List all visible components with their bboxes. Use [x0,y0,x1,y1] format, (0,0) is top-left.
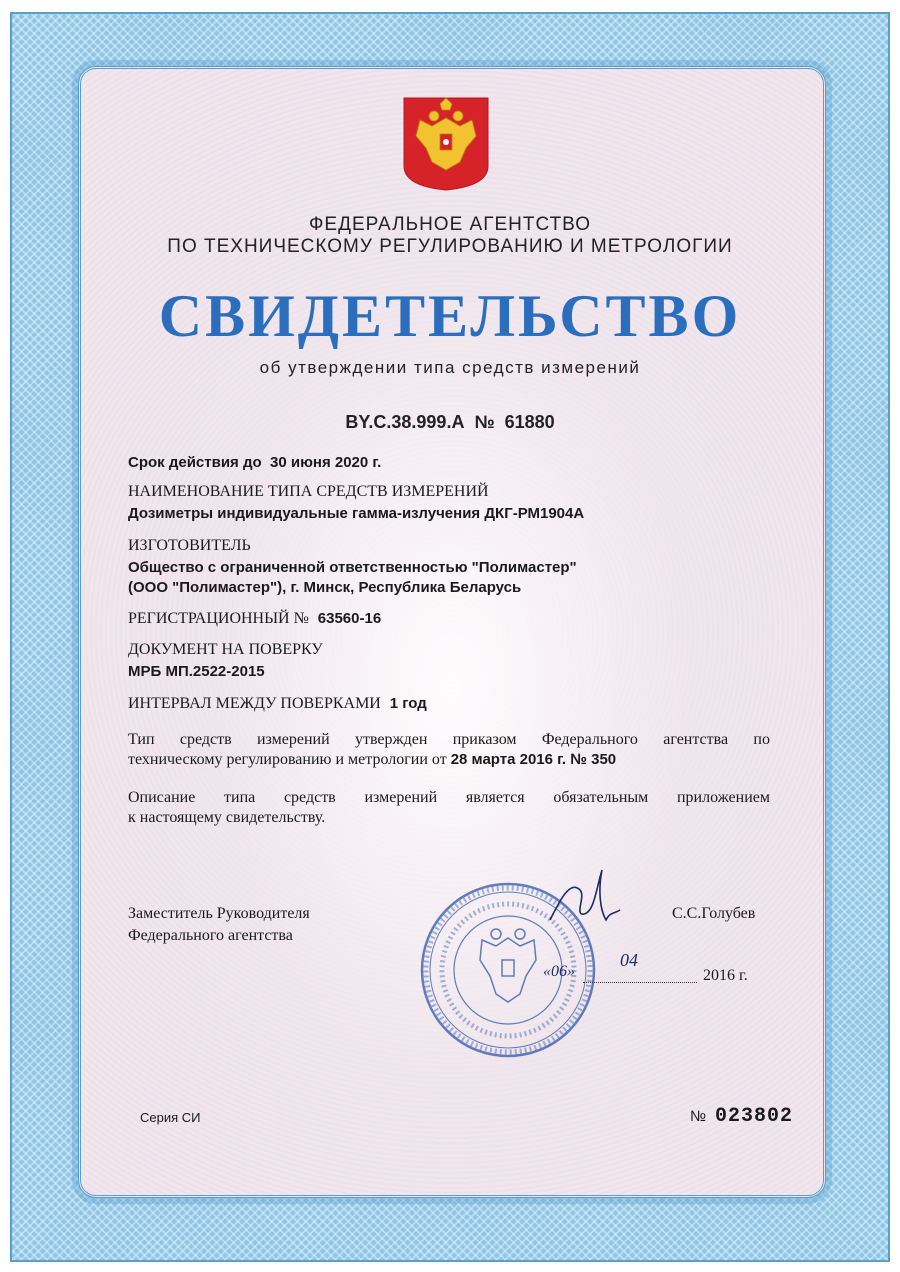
description-line-1: Описание типа средств измерений является обязательным приложением [128,789,770,806]
interval-line [128,695,427,713]
blank-no-sign: № [690,1108,707,1125]
certificate-title: СВИДЕТЕЛЬСТВО [158,283,742,349]
blank-number-value: 023802 [714,1105,793,1128]
manufacturer-line-1: Общество с ограниченной ответственностью "Полимастер" [128,559,577,576]
reg-number: 61880 [504,412,555,432]
agency-line-1: ФЕДЕРАЛЬНОЕ АГЕНТСТВО [308,214,592,235]
validity-date: 30 июня 2020 г. [270,454,382,471]
type-name-value: Дозиметры индивидуальные гамма-излучения ДКГ-РМ1904А [128,505,585,522]
blank-number [690,1105,793,1128]
registration-label: РЕГИСТРАЦИОННЫЙ № [128,610,309,627]
verification-doc-value: МРБ МП.2522-2015 [128,663,265,680]
order-text-2: техническому регулированию и метрологии от [128,751,447,768]
order-text-line-2 [128,751,616,769]
validity-label: Срок действия до [128,454,262,471]
manufacturer-line-2: (ООО "Полимастер"), г. Минск, Республика Беларусь [128,579,522,596]
sign-day: «06» [543,963,575,980]
validity-line [128,454,381,471]
date-dotted-line [583,982,697,983]
order-text-line-1: Тип средств измерений утвержден приказом Федерального агентства по [128,731,770,748]
certificate-number [0,412,900,433]
manufacturer-label: ИЗГОТОВИТЕЛЬ [128,537,251,554]
sign-month: 04 [620,950,638,970]
description-line-2: к настоящему свидетельству. [128,809,326,826]
signatory-title-1: Заместитель Руководителя [128,905,310,922]
type-name-label: НАИМЕНОВАНИЕ ТИПА СРЕДСТВ ИЗМЕРЕНИЙ [128,483,489,500]
registration-line [128,610,381,628]
signatory-name: С.С.Голубев [672,905,756,922]
order-date: 28 марта 2016 г. № 350 [450,751,617,768]
registration-value: 63560-16 [317,610,382,627]
interval-value: 1 год [389,695,427,712]
agency-line-2: ПО ТЕХНИЧЕСКОМУ РЕГУЛИРОВАНИЮ И МЕТРОЛОГИИ [167,236,733,257]
reg-code: BY.C.38.999.A [345,412,465,432]
signatory-title-2: Федерального агентства [128,927,293,944]
verification-doc-label: ДОКУМЕНТ НА ПОВЕРКУ [128,641,323,658]
coat-of-arms-emblem [402,96,490,192]
handwritten-signature [540,860,630,940]
series-label: Серия СИ [140,1110,201,1125]
interval-label: ИНТЕРВАЛ МЕЖДУ ПОВЕРКАМИ [128,695,381,712]
sign-year: 2016 г. [703,967,748,984]
sign-day-value: 06 [551,963,567,980]
reg-no-sign: № [474,412,495,432]
certificate-subtitle: об утверждении типа средств измерений [259,358,641,377]
